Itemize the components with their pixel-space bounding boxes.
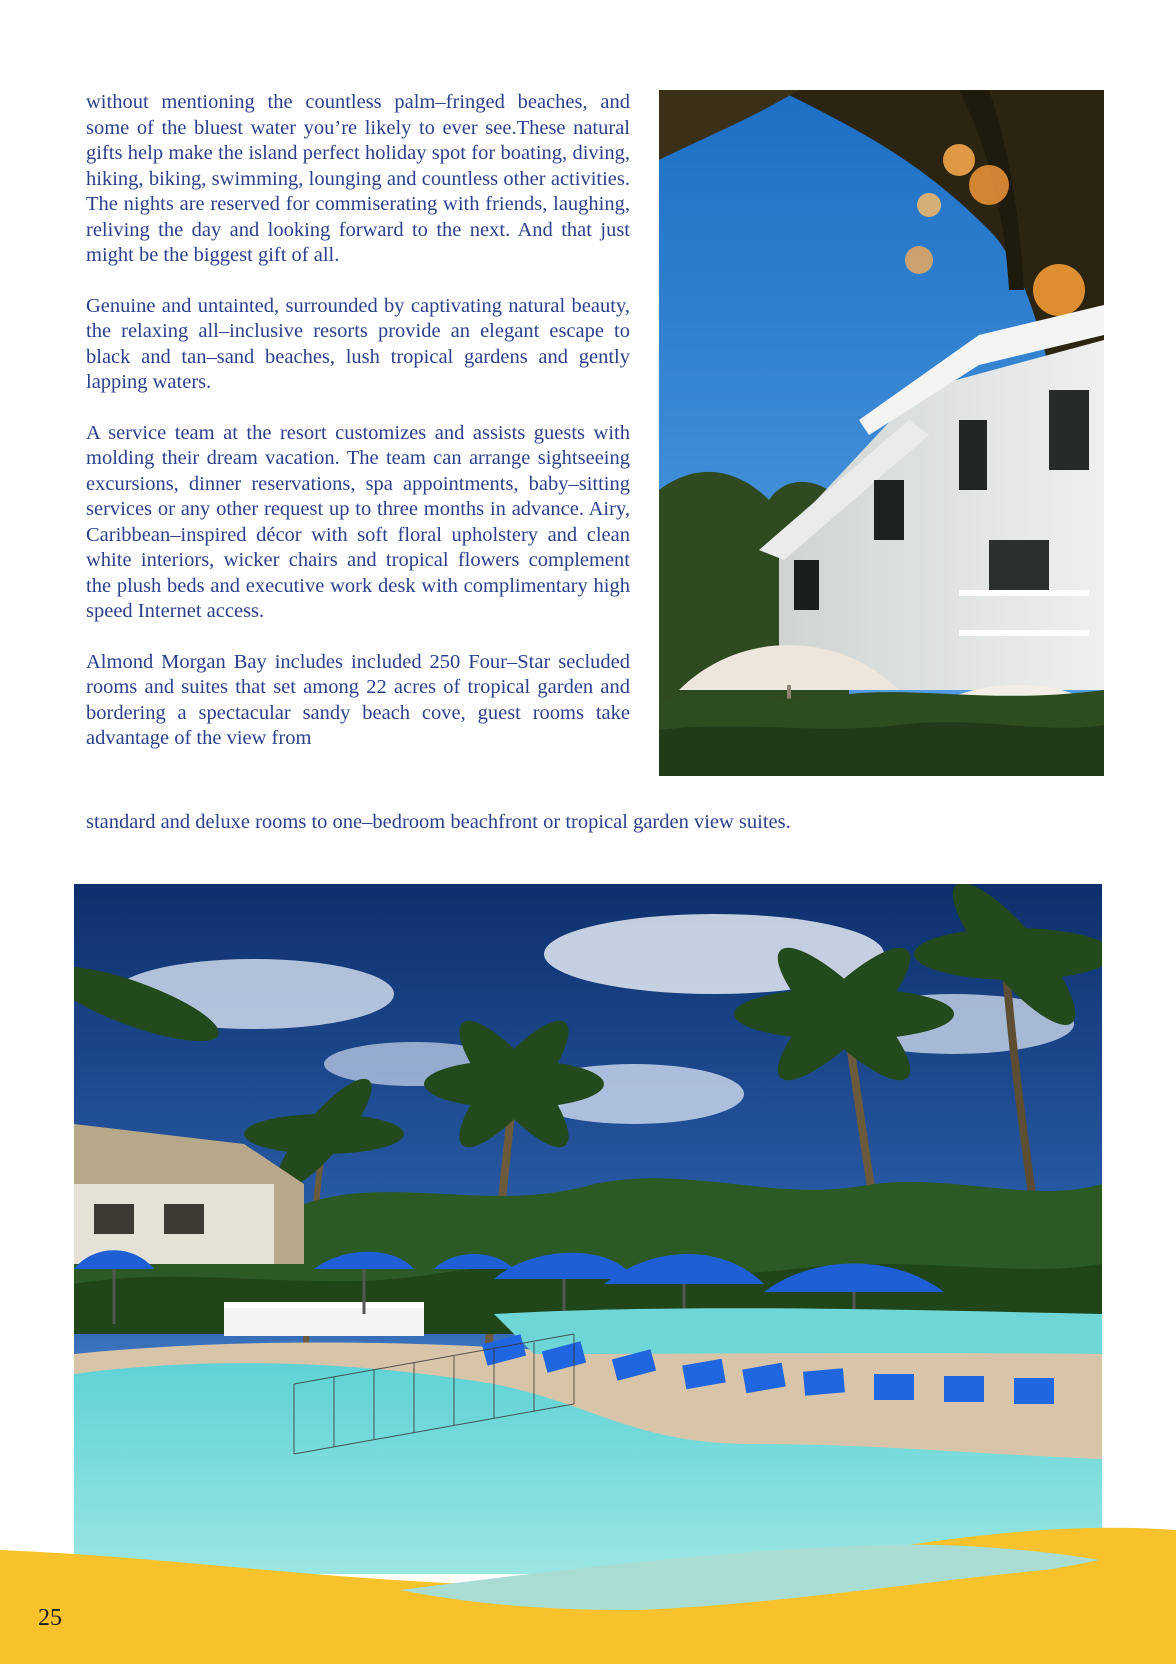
paragraph-1: without mentioning the countless palm–fringed beaches, and some of the bluest water you’re likely to ever see.These natural gifts help make the island perfect holiday spot for boating, diving, hiking, biking, swimming, lounging and countless other activities. The nights are reserved for commiserating with friends, laughing, reliving the day and looking forward to the next. And that just might be the biggest gift of all.: [86, 91, 630, 266]
page-number: 25: [38, 1605, 62, 1631]
paragraph-3: A service team at the resort customizes and assists guests with molding their dream vacation. The team can arrange sightseeing excursions, dinner reservations, spa appointments, baby–sitting services or any other request up to three months in advance. Airy, Caribbean–inspired décor with soft floral upholstery and clean white interiors, wicker chairs and tropical flowers complement the plush beds and executive work desk with complimentary high speed Internet access.: [86, 421, 630, 622]
resort-villa-photo: [659, 90, 1104, 776]
paragraph-4: Almond Morgan Bay includes included 250 Four–Star secluded rooms and suites that set among 22 acres of tropical garden and bordering a spectacular sandy beach cove, guest rooms take advantage of the view from: [86, 650, 630, 749]
article-body: [86, 90, 630, 752]
paragraph-4-continuation: standard and deluxe rooms to one–bedroom beachfront or tropical garden view suites.: [86, 811, 791, 833]
paragraph-2: Genuine and untainted, surrounded by captivating natural beauty, the relaxing all–inclusive resorts provide an elegant escape to black and tan–sand beaches, lush tropical gardens and gently lapping waters.: [86, 294, 630, 393]
footer-wave: [0, 1500, 1176, 1664]
resort-pool-photo: [74, 884, 1102, 1574]
